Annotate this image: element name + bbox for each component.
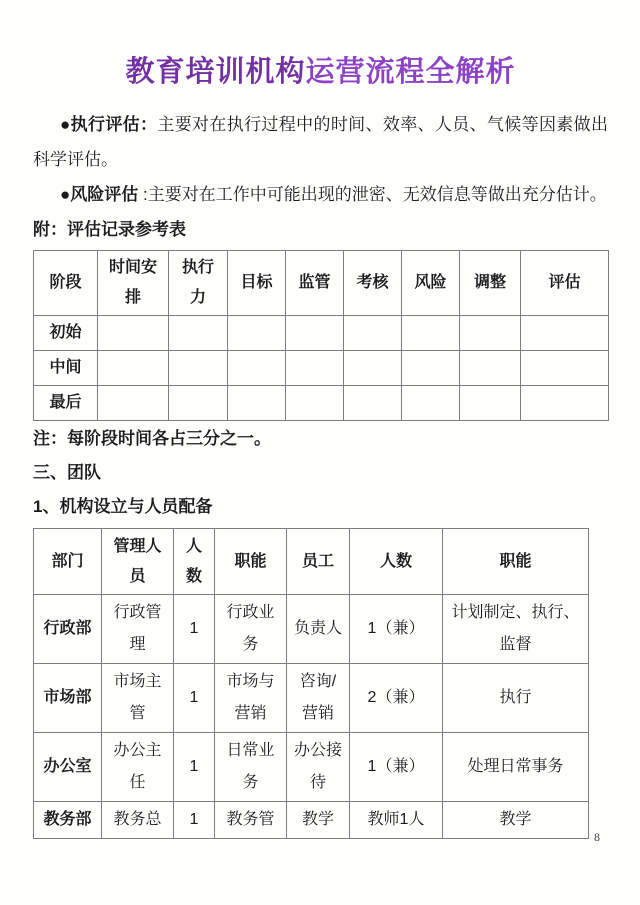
attachment-label: 附：评估记录参考表 [33, 220, 186, 239]
staffing-table-cell: 计划制定、执行、监督 [443, 595, 589, 664]
evaluation-table [33, 250, 609, 421]
staffing-table-cell: 教学 [443, 802, 589, 839]
evaluation-table-empty-cell [286, 316, 344, 351]
table-row [34, 802, 589, 839]
evaluation-table-header-row [34, 251, 609, 316]
staffing-table-header-row [34, 529, 589, 595]
evaluation-table-empty-cell [402, 386, 460, 421]
staffing-table-header-cell: 部门 [34, 529, 102, 595]
staffing-table-cell: 办公主任 [102, 733, 174, 802]
evaluation-table-empty-cell [98, 386, 169, 421]
evaluation-table-header-cell: 阶段 [34, 251, 98, 316]
staffing-table-cell: 市场与营销 [215, 664, 287, 733]
section-heading-team: 三、团队 [33, 463, 101, 482]
staffing-table-cell: 1 [174, 595, 215, 664]
staffing-table-cell: 教学 [287, 802, 350, 839]
staffing-table-cell: 处理日常事务 [443, 733, 589, 802]
evaluation-table-empty-cell [521, 386, 609, 421]
table-note: 注：每阶段时间各占三分之一。 [33, 429, 271, 448]
staffing-table-cell: 1（兼） [350, 733, 443, 802]
staffing-table-cell: 咨询/营销 [287, 664, 350, 733]
table-row [34, 595, 589, 664]
table-row [34, 316, 609, 351]
staffing-table-cell: 负责人 [287, 595, 350, 664]
staffing-table [33, 528, 589, 839]
evaluation-table-empty-cell [521, 351, 609, 386]
staffing-table-cell: 1 [174, 802, 215, 839]
staffing-table-cell: 教务总 [102, 802, 174, 839]
evaluation-table-empty-cell [344, 316, 402, 351]
evaluation-table-empty-cell [169, 351, 228, 386]
paragraph-execution-evaluation [33, 107, 608, 177]
title-part-1: 教育培训机构 [125, 56, 306, 88]
staffing-table-header-cell: 管理人员 [102, 529, 174, 595]
evaluation-table-empty-cell [344, 351, 402, 386]
bullet-icon: ● [60, 115, 71, 134]
staffing-table-header-cell: 员工 [287, 529, 350, 595]
staffing-table-cell: 日常业务 [215, 733, 287, 802]
evaluation-table-empty-cell [228, 351, 286, 386]
evaluation-table-header-cell: 时间安排 [98, 251, 169, 316]
bullet-icon: ● [60, 185, 71, 204]
staffing-table-row-label: 办公室 [34, 733, 102, 802]
evaluation-table-empty-cell [228, 386, 286, 421]
evaluation-table-header-cell: 目标 [228, 251, 286, 316]
paragraph-risk-evaluation [33, 177, 608, 212]
evaluation-table-row-label: 中间 [34, 351, 98, 386]
evaluation-table-empty-cell [98, 351, 169, 386]
evaluation-table-empty-cell [228, 316, 286, 351]
evaluation-table-empty-cell [169, 386, 228, 421]
evaluation-table-empty-cell [344, 386, 402, 421]
staffing-table-cell: 教师1人 [350, 802, 443, 839]
evaluation-table-row-label: 最后 [34, 386, 98, 421]
evaluation-table-empty-cell [460, 316, 521, 351]
evaluation-table-header-cell: 调整 [460, 251, 521, 316]
paragraph-body: :主要对在工作中可能出现的泄密、无效信息等做出充分估计。 [138, 185, 607, 204]
evaluation-table-empty-cell [286, 386, 344, 421]
staffing-table-row-label: 行政部 [34, 595, 102, 664]
staffing-table-header-cell: 人数 [174, 529, 215, 595]
evaluation-table-empty-cell [402, 351, 460, 386]
evaluation-table-empty-cell [169, 316, 228, 351]
staffing-table-row-label: 教务部 [34, 802, 102, 839]
staffing-table-cell: 执行 [443, 664, 589, 733]
staffing-table-cell: 市场主管 [102, 664, 174, 733]
evaluation-table-row-label: 初始 [34, 316, 98, 351]
evaluation-table-header-cell: 执行力 [169, 251, 228, 316]
evaluation-table-empty-cell [286, 351, 344, 386]
evaluation-table-empty-cell [521, 316, 609, 351]
paragraph-body: 主要对在执行过程中的时间、效率、人员、气候等因素做出科学评估。 [33, 115, 609, 169]
paragraph-lead: 风险评估 [70, 185, 139, 204]
staffing-table-cell: 1 [174, 733, 215, 802]
evaluation-table-empty-cell [460, 386, 521, 421]
staffing-table-cell: 教务管 [215, 802, 287, 839]
staffing-table-cell: 1（兼） [350, 595, 443, 664]
evaluation-table-empty-cell [98, 316, 169, 351]
paragraph-lead: 执行评估： [70, 115, 158, 134]
table-row [34, 386, 609, 421]
evaluation-table-empty-cell [402, 316, 460, 351]
staffing-table-cell: 行政业务 [215, 595, 287, 664]
staffing-table-cell: 行政管理 [102, 595, 174, 664]
subsection-heading-staffing: 1、机构设立与人员配备 [33, 497, 213, 516]
table-row [34, 664, 589, 733]
evaluation-table-header-cell: 考核 [344, 251, 402, 316]
evaluation-table-empty-cell [460, 351, 521, 386]
table-row [34, 733, 589, 802]
staffing-table-cell: 办公接待 [287, 733, 350, 802]
evaluation-table-header-cell: 监管 [286, 251, 344, 316]
staffing-table-header-cell: 人数 [350, 529, 443, 595]
staffing-table-header-cell: 职能 [443, 529, 589, 595]
staffing-table-header-cell: 职能 [215, 529, 287, 595]
staffing-table-cell: 1 [174, 664, 215, 733]
page-number: 8 [594, 830, 600, 844]
staffing-table-row-label: 市场部 [34, 664, 102, 733]
table-row [34, 351, 609, 386]
staffing-table-cell: 2（兼） [350, 664, 443, 733]
evaluation-table-header-cell: 评估 [521, 251, 609, 316]
evaluation-table-header-cell: 风险 [402, 251, 460, 316]
page-title [33, 52, 608, 92]
title-part-2: 运营流程全解析 [305, 56, 516, 88]
